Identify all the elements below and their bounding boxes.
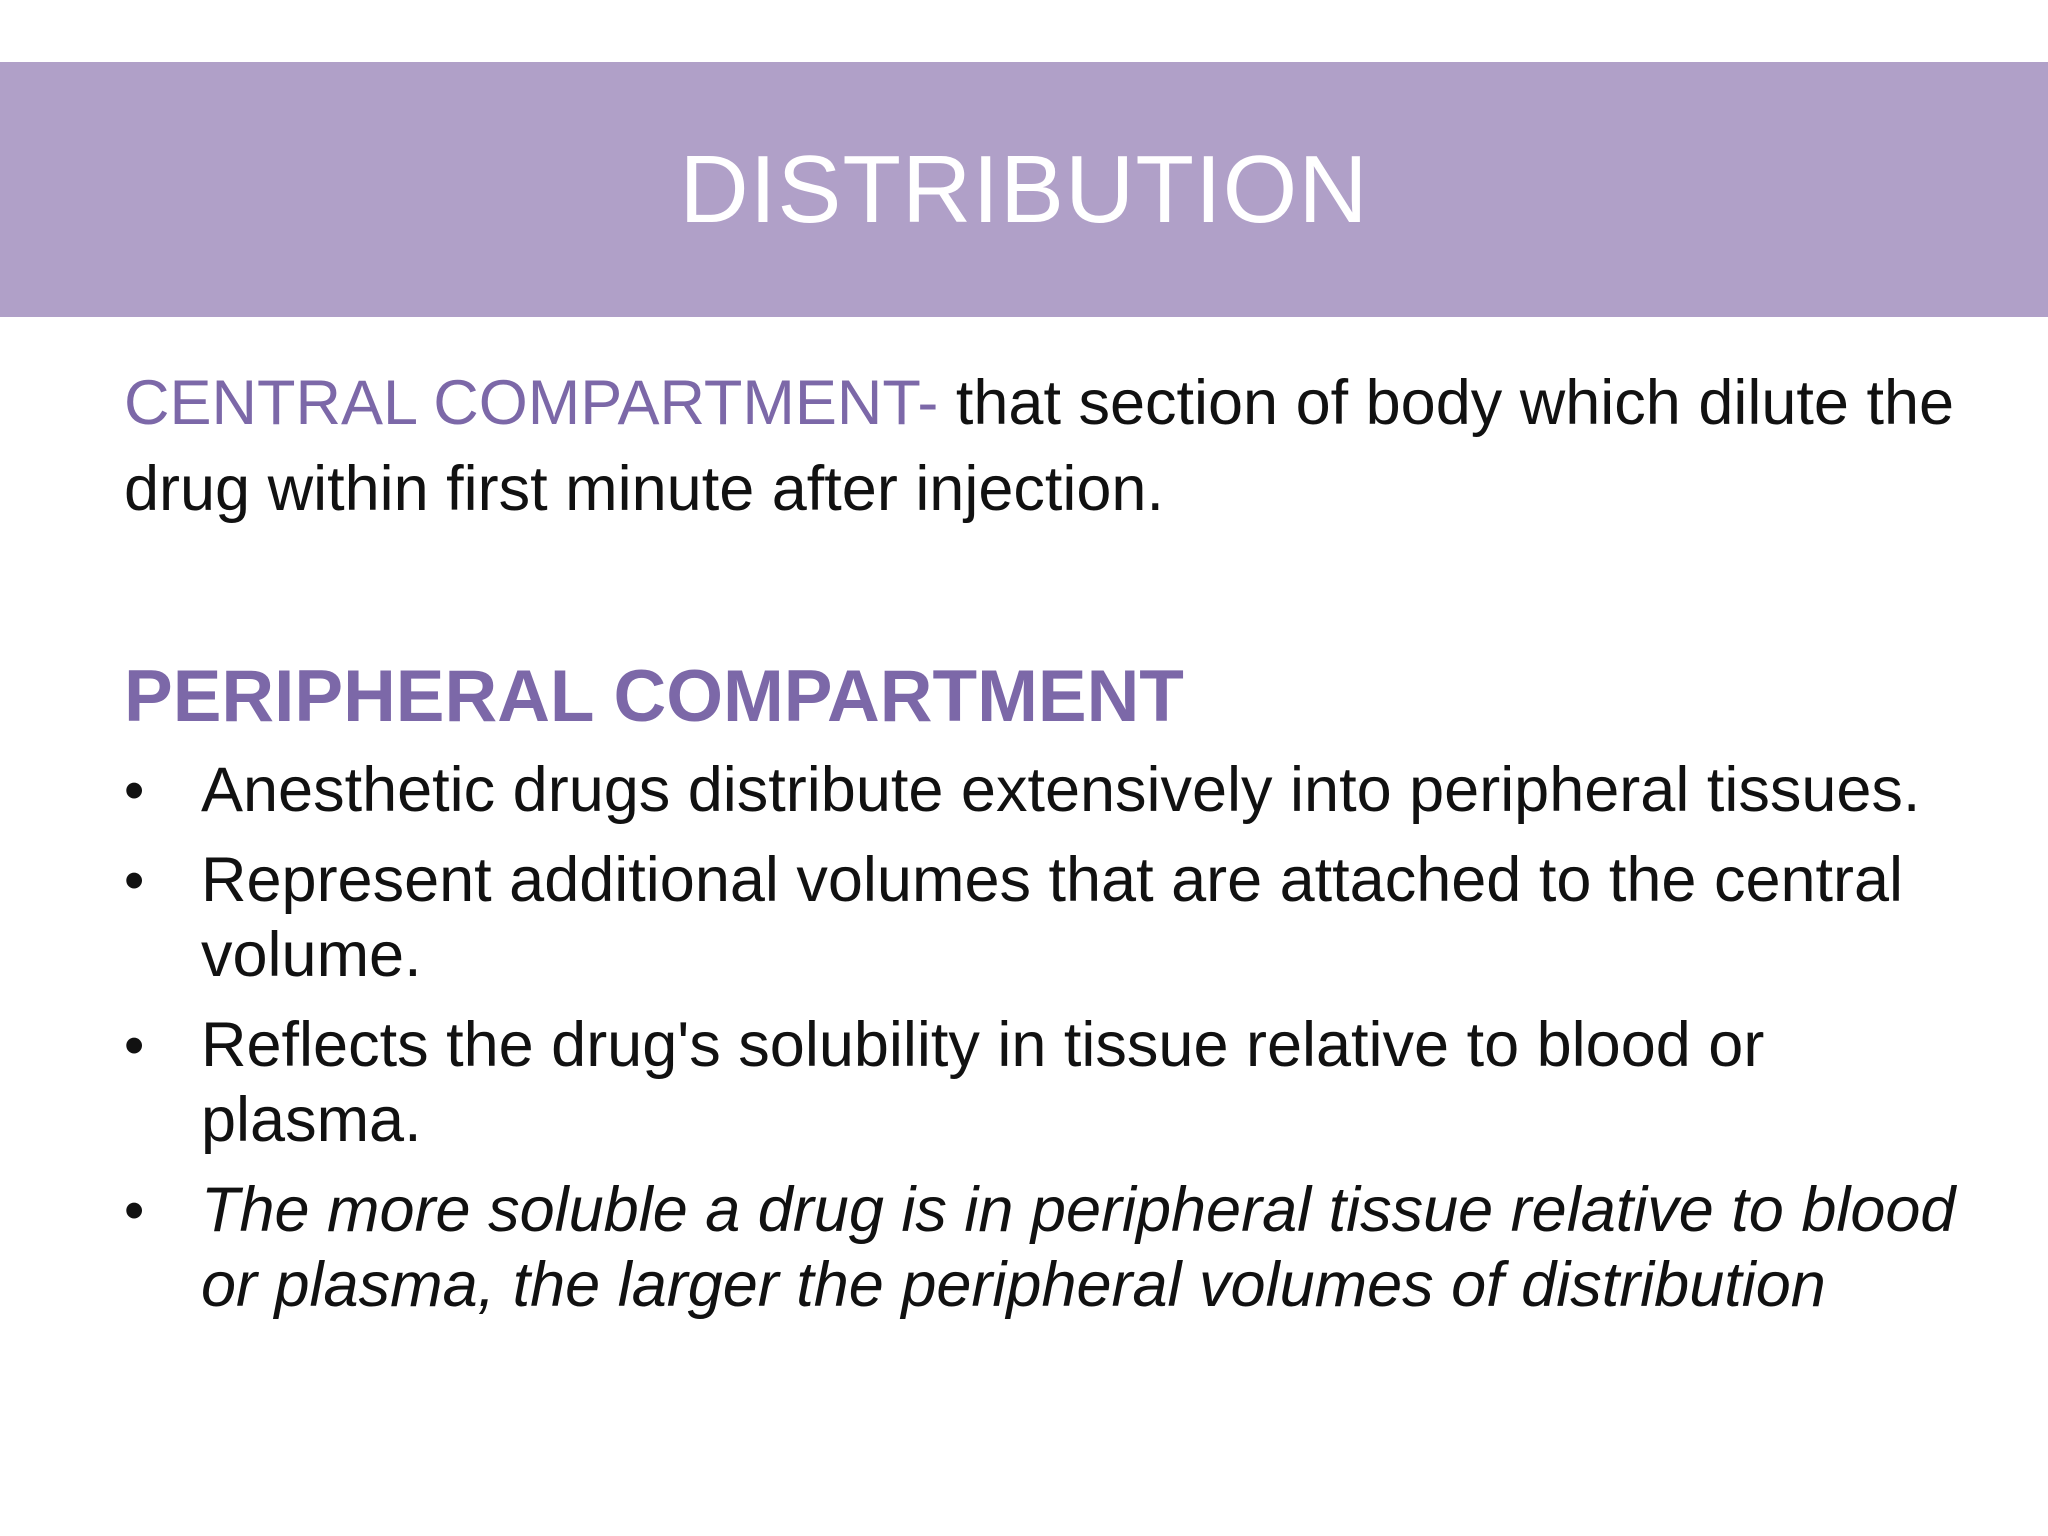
bullet-text: Represent additional volumes that are attached to the central volume. <box>201 845 1904 990</box>
bullet-text: Anesthetic drugs distribute extensively into peripheral tissues. <box>201 755 1921 825</box>
bullet-text: The more soluble a drug is in peripheral tissue relative to blood or plasma, the larger the peripheral volumes of distribution <box>201 1175 1956 1320</box>
peripheral-compartment-heading: PERIPHERAL COMPARTMENT <box>124 656 1184 737</box>
central-compartment-paragraph <box>124 360 1994 532</box>
central-compartment-label: CENTRAL COMPARTMENT- <box>124 368 939 438</box>
bullet-item <box>124 1173 1994 1323</box>
slide-title: DISTRIBUTION <box>679 135 1369 243</box>
bullet-icon: • <box>124 1178 145 1243</box>
bullet-item <box>124 753 1994 828</box>
peripheral-bullet-list <box>124 753 1994 1338</box>
bullet-text: Reflects the drug's solubility in tissue relative to blood or plasma. <box>201 1010 1765 1155</box>
central-compartment-text: that section of body which dilute the drug within first minute after injection. <box>124 368 1955 524</box>
bullet-icon: • <box>124 758 145 823</box>
slide-content <box>124 360 1994 1320</box>
bullet-item <box>124 1008 1994 1158</box>
bullet-item <box>124 843 1994 993</box>
bullet-icon: • <box>124 1013 145 1078</box>
title-band <box>0 62 2048 317</box>
bullet-icon: • <box>124 848 145 913</box>
